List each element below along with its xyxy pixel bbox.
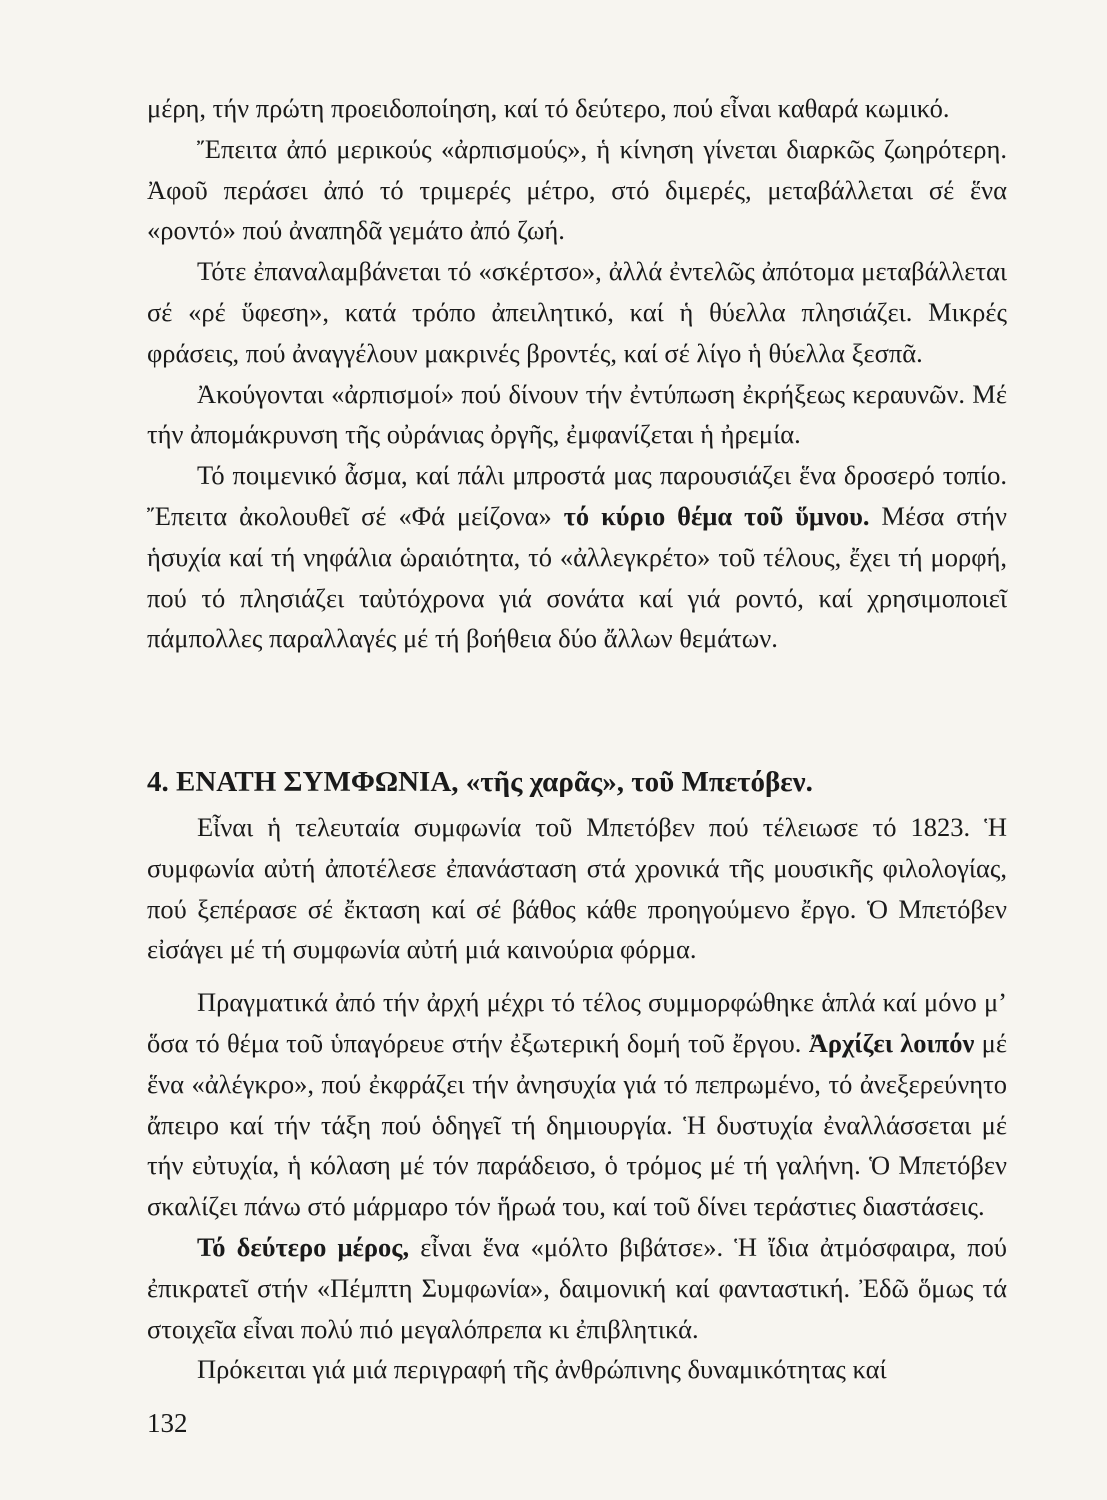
- text-run: Πρόκειται γιά μιά περιγραφή τῆς ἀνθρώπινης δυναμικότητας καί: [197, 1354, 887, 1385]
- text-run: Τό ποιμενικό ἆσμα, καί πάλι μπροστά μας παρουσιάζει ἕνα δροσερό τοπίο. Ἔπειτα ἀκολουθεῖ σέ «Φά μείζονα»: [147, 460, 1007, 531]
- paragraph: [147, 1349, 1007, 1390]
- paragraph: [147, 1227, 1007, 1349]
- text-run: Μέσα στήν ἡσυχία καί τή νηφάλια ὡραιότητα, τό «ἀλλεγκρέτο» τοῦ τέλους, ἔχει τή μορφή, πού τό πλησιάζει ταὐτόχρονα γιά σονάτα καί γιά ροντό, καί χρησιμοποιεῖ πάμπολλες παραλλαγές μέ τή βοήθεια δύο ἄλλων θεμάτων.: [147, 500, 1007, 654]
- text-run: εἶναι ἕνα «μόλτο βιβάτσε». Ἡ ἴδια ἀτμόσφαιρα, πού ἐπικρατεῖ στήν «Πέμπτη Συμφωνία», δαιμονική καί φανταστική. Ἐδῶ ὅμως τά στοιχεῖα εἶναι πολύ πιό μεγαλόπρεπα κι ἐπιβλητικά.: [147, 1231, 1007, 1344]
- text-run: Ἀκούγονται «ἀρπισμοί» πού δίνουν τήν ἐντύπωση ἐκρήξεως κεραυνῶν. Μέ τήν ἀπομάκρυνση τῆς οὐράνιας ὀργῆς, ἐμφανίζεται ἡ ἠρεμία.: [147, 378, 1007, 450]
- paragraph: [147, 455, 1007, 659]
- text-run: Πραγματικά ἀπό τήν ἀρχή μέχρι τό τέλος συμμορφώθηκε ἁπλά καί μόνο μ’ ὅσα τό θέμα τοῦ ὑπαγόρευε στήν ἐξωτερική δομή τοῦ ἔργου.: [147, 987, 1007, 1058]
- paragraph: [147, 88, 1007, 129]
- paragraph: [147, 251, 1007, 373]
- text-run: μέρη, τήν πρώτη προειδοποίηση, καί τό δεύτερο, πού εἶναι καθαρά κωμικό.: [147, 93, 950, 123]
- body-text-top: [147, 88, 1007, 659]
- paragraph: [147, 129, 1007, 251]
- paragraph: [147, 982, 1007, 1227]
- paragraph: [147, 807, 1007, 970]
- bold-text: Τό δεύτερο μέρος,: [197, 1231, 410, 1262]
- text-run: Τότε ἐπαναλαμβάνεται τό «σκέρτσο», ἀλλά ἐντελῶς ἀπότομα μεταβάλλεται σέ «ρέ ὕφεση», κατά τρόπο ἀπειλητικό, καί ἡ θύελλα πλησιάζει. Μικρές φράσεις, πού ἀναγγέλουν μακρινές βροντές, καί σέ λίγο ἡ θύελλα ξεσπᾶ.: [147, 256, 1007, 368]
- text-run: Εἶναι ἡ τελευταία συμφωνία τοῦ Μπετόβεν πού τέλειωσε τό 1823. Ἡ συμφωνία αὐτή ἀποτέλεσε ἐπανάσταση στά χρονικά τῆς μουσικῆς φιλολογίας, πού ξεπέρασε σέ ἔκταση καί σέ βάθος κάθε προηγούμενο ἔργο. Ὁ Μπετόβεν εἰσάγει μέ τή συμφωνία αὐτή μιά καινούρια φόρμα.: [147, 812, 1007, 965]
- page-number: 132: [147, 1408, 188, 1438]
- body-text-bottom: [147, 807, 1007, 1390]
- text-run: Ἔπειτα ἀπό μερικούς «ἀρπισμούς», ἡ κίνηση γίνεται διαρκῶς ζωηρότερη. Ἀφοῦ περάσει ἀπό τό τριμερές μέτρο, στό διμερές, μεταβάλλεται σέ ἕνα «ροντό» πού ἀναπηδᾶ γεμάτο ἀπό ζωή.: [147, 133, 1007, 246]
- bold-text: Ἀρχίζει λοιπόν: [808, 1027, 975, 1058]
- text-run: μέ ἕνα «ἀλέγκρο», πού ἐκφράζει τήν ἀνησυχία γιά τό πεπρωμένο, τό ἀνεξερεύνητο ἄπειρο καί τήν τάξη πού ὁδηγεῖ τή δημιουργία. Ἡ δυστυχία ἐναλλάσσεται μέ τήν εὐτυχία, ἡ κόλαση μέ τόν παράδεισο, ὁ τρόμος μέ τή γαλήνη. Ὁ Μπετόβεν σκαλίζει πάνω στό μάρμαρο τόν ἥρωά του, καί τοῦ δίνει τεράστιες διαστάσεις.: [147, 1027, 1008, 1222]
- section-heading: 4. ΕΝΑΤΗ ΣΥΜΦΩΝΙΑ, «τῆς χαρᾶς», τοῦ Μπετόβεν.: [147, 766, 813, 798]
- bold-text: τό κύριο θέμα τοῦ ὕμνου.: [563, 500, 870, 531]
- paragraph: [147, 374, 1007, 456]
